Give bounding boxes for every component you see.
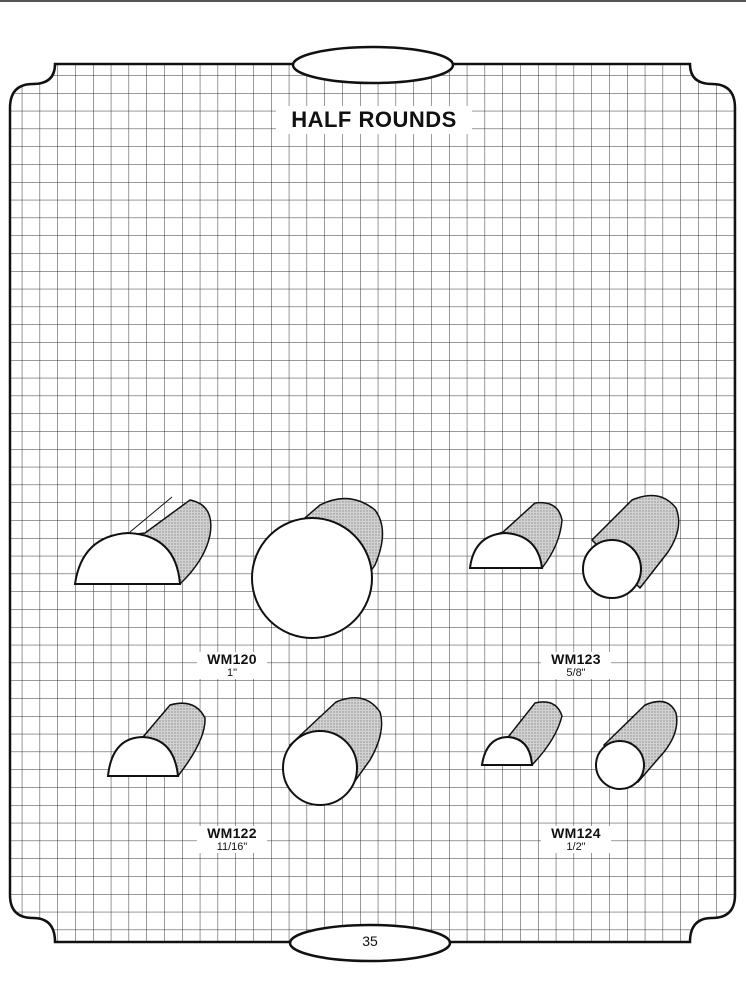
- profile-size: 1/2": [566, 841, 586, 853]
- profile-size: 11/16": [216, 841, 248, 853]
- profile-label-wm123: [541, 652, 611, 679]
- profile-label-wm122: [197, 826, 267, 853]
- profile-code: WM122: [207, 825, 257, 841]
- profile-label-wm124: [541, 826, 611, 853]
- profile-code: WM124: [551, 825, 601, 841]
- profile-label-wm120: [197, 652, 267, 679]
- page-number: 35: [362, 933, 378, 949]
- profile-code: WM123: [551, 651, 601, 667]
- profile-size: 1": [226, 667, 238, 679]
- top-oval: [293, 47, 453, 83]
- profile-code: WM120: [207, 651, 257, 667]
- page-title: HALF ROUNDS: [276, 106, 472, 134]
- profile-size: 5/8": [566, 667, 586, 679]
